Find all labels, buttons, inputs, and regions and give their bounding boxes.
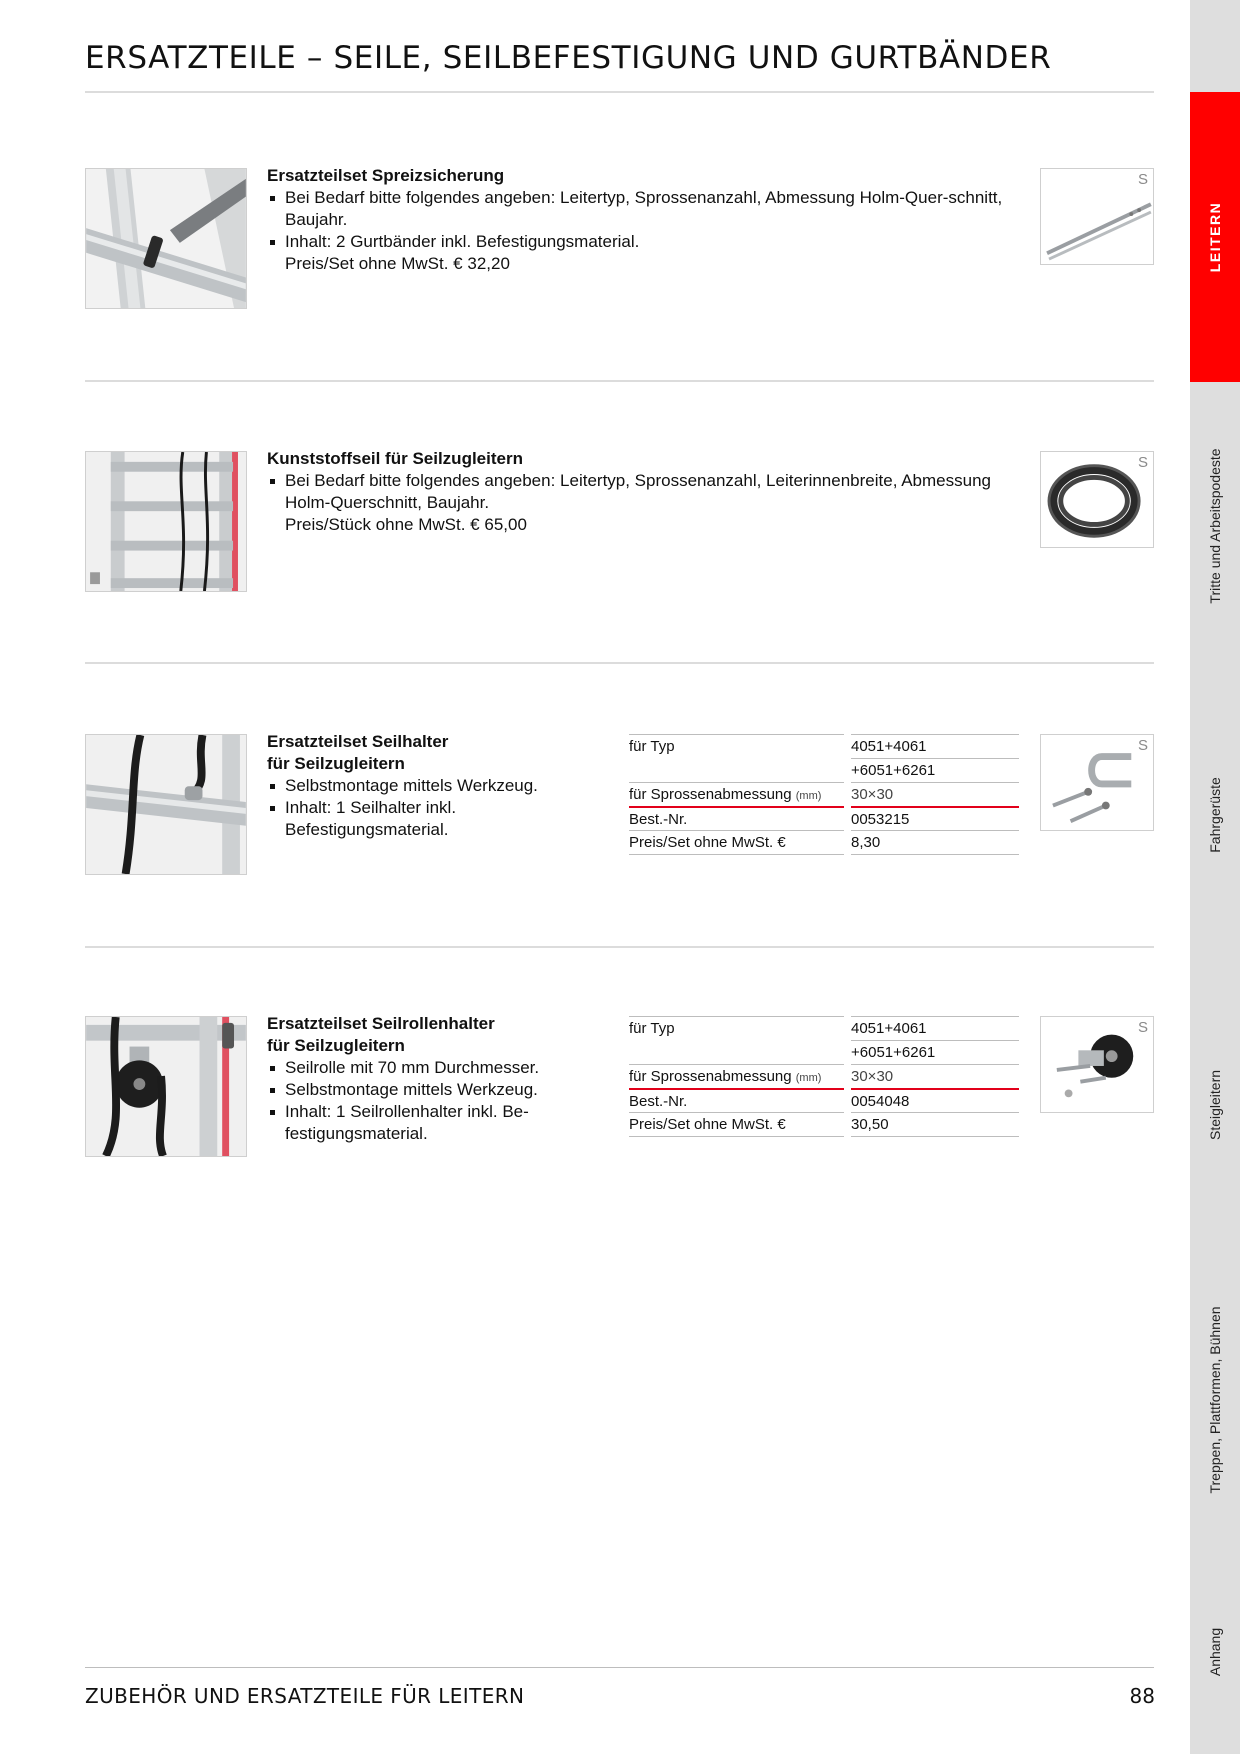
section-divider (85, 662, 1154, 664)
spec-label: Best.-Nr. (629, 806, 844, 830)
sidebar-tab-label: Steigleitern (1207, 1069, 1223, 1141)
sidebar-tab-label: LEITERN (1207, 201, 1223, 273)
spec-row-type (629, 1016, 1019, 1064)
sidebar-tab-anhang[interactable] (1190, 1550, 1240, 1754)
spec-label (629, 782, 844, 806)
product-bullet: Inhalt: 2 Gurtbänder inkl. Befestigungsmaterial. (267, 231, 1007, 253)
spec-label: Best.-Nr. (629, 1088, 844, 1112)
product-bullet: Bei Bedarf bitte folgendes angeben: Leitertyp, Sprossenanzahl, Leiterinnenbreite, Abmessung Holm-Querschnitt, Baujahr. (267, 470, 1007, 514)
product-bullet: Bei Bedarf bitte folgendes angeben: Leitertyp, Sprossenanzahl, Abmessung Holm-Quer-schnitt, Baujahr. (267, 187, 1007, 231)
footer-divider (85, 1667, 1154, 1668)
service-badge: S (1137, 1019, 1148, 1036)
section-divider (85, 380, 1154, 382)
product-photo-rope (85, 451, 247, 592)
title-divider (85, 91, 1154, 93)
spec-value: 30,50 (851, 1112, 1019, 1136)
spec-label: Preis/Set ohne MwSt. € (629, 830, 844, 854)
product-bullet: Selbstmontage mittels Werkzeug. (267, 1079, 597, 1101)
sidebar-tab-label: Fahrgerüste (1207, 776, 1223, 853)
product-photo-rope-holder (85, 734, 247, 875)
product-description (267, 731, 597, 841)
product-title: Ersatzteilset Seilrollenhalter (267, 1014, 495, 1033)
spec-value: 4051+4061 (851, 734, 1019, 758)
spec-value: 30×30 (851, 782, 1019, 806)
product-image-strap-set (1040, 168, 1154, 265)
spec-table-end (851, 1136, 1019, 1137)
spec-table (629, 734, 1019, 854)
page-number: 88 (1129, 1684, 1155, 1708)
spec-label: Preis/Set ohne MwSt. € (629, 1112, 844, 1136)
spec-value: 8,30 (851, 830, 1019, 854)
spec-label-text: für Sprossenabmessung (629, 786, 792, 803)
spec-row-price (629, 1112, 1019, 1136)
spec-value: 4051+4061 (851, 1016, 1019, 1040)
page-title: ERSATZTEILE – SEILE, SEILBEFESTIGUNG UND GURTBÄNDER (85, 40, 1052, 76)
product-bullet: Inhalt: 1 Seilhalter inkl. Befestigungsmaterial. (267, 797, 597, 841)
spec-table-end (851, 854, 1019, 855)
sidebar-tab-label: Treppen, Plattformen, Bühnen (1207, 1306, 1223, 1494)
spec-value: +6051+6261 (851, 1040, 1019, 1064)
product-title: für Seilzugleitern (267, 754, 405, 773)
product-title: Kunststoffseil für Seilzugleitern (267, 449, 523, 468)
product-image-pulley-holder (1040, 1016, 1154, 1113)
spec-label-text: für Sprossenabmessung (629, 1068, 792, 1085)
product-image-rope-holder (1040, 734, 1154, 831)
spec-table-end (629, 1136, 844, 1137)
sidebar-tab-fahrgerueste[interactable] (1190, 669, 1240, 960)
product-description (267, 448, 1007, 536)
section-sidebar (1190, 0, 1240, 1754)
spec-unit: (mm) (795, 1072, 822, 1084)
product-image-rope-coil (1040, 451, 1154, 548)
spec-row-rung (629, 1064, 1019, 1088)
sidebar-tab-tritte[interactable] (1190, 382, 1240, 669)
spec-label: für Typ (629, 734, 844, 782)
product-description (267, 1013, 597, 1145)
product-title: Ersatzteilset Spreizsicherung (267, 166, 505, 185)
spec-value: 0054048 (851, 1088, 1019, 1112)
service-badge: S (1137, 737, 1148, 754)
spec-row-order-number (629, 1088, 1019, 1112)
product-bullet: Seilrolle mit 70 mm Durchmesser. (267, 1057, 597, 1079)
spec-unit: (mm) (795, 790, 822, 802)
spec-value: 30×30 (851, 1064, 1019, 1088)
spec-value: 0053215 (851, 806, 1019, 830)
product-bullet: Inhalt: 1 Seilrollenhalter inkl. Be-festigungsmaterial. (267, 1101, 597, 1145)
spec-row-price (629, 830, 1019, 854)
service-badge: S (1137, 454, 1148, 471)
spec-row-rung (629, 782, 1019, 806)
sidebar-tab-label: Tritte und Arbeitspodeste (1207, 447, 1223, 604)
product-description (267, 165, 1007, 275)
sidebar-tab-leitern[interactable] (1190, 92, 1240, 382)
product-title: für Seilzugleitern (267, 1036, 405, 1055)
product-price: Preis/Stück ohne MwSt. € 65,00 (285, 515, 527, 534)
product-bullet: Selbstmontage mittels Werkzeug. (267, 775, 597, 797)
sidebar-tab-label: Anhang (1207, 1627, 1223, 1677)
sidebar-tab-treppen[interactable] (1190, 1250, 1240, 1550)
product-title: Ersatzteilset Seilhalter (267, 732, 449, 751)
section-divider (85, 946, 1154, 948)
product-photo-pulley-holder (85, 1016, 247, 1157)
spec-row-order-number (629, 806, 1019, 830)
spec-row-type (629, 734, 1019, 782)
spec-value: +6051+6261 (851, 758, 1019, 782)
spec-table-end (629, 854, 844, 855)
spec-label: für Typ (629, 1016, 844, 1064)
product-price: Preis/Set ohne MwSt. € 32,20 (285, 254, 510, 273)
sidebar-tab-steigleitern[interactable] (1190, 960, 1240, 1250)
spec-label (629, 1064, 844, 1088)
service-badge: S (1137, 171, 1148, 188)
spec-table (629, 1016, 1019, 1136)
product-photo-spreader-set (85, 168, 247, 309)
footer-title: ZUBEHÖR UND ERSATZTEILE FÜR LEITERN (85, 1684, 525, 1708)
